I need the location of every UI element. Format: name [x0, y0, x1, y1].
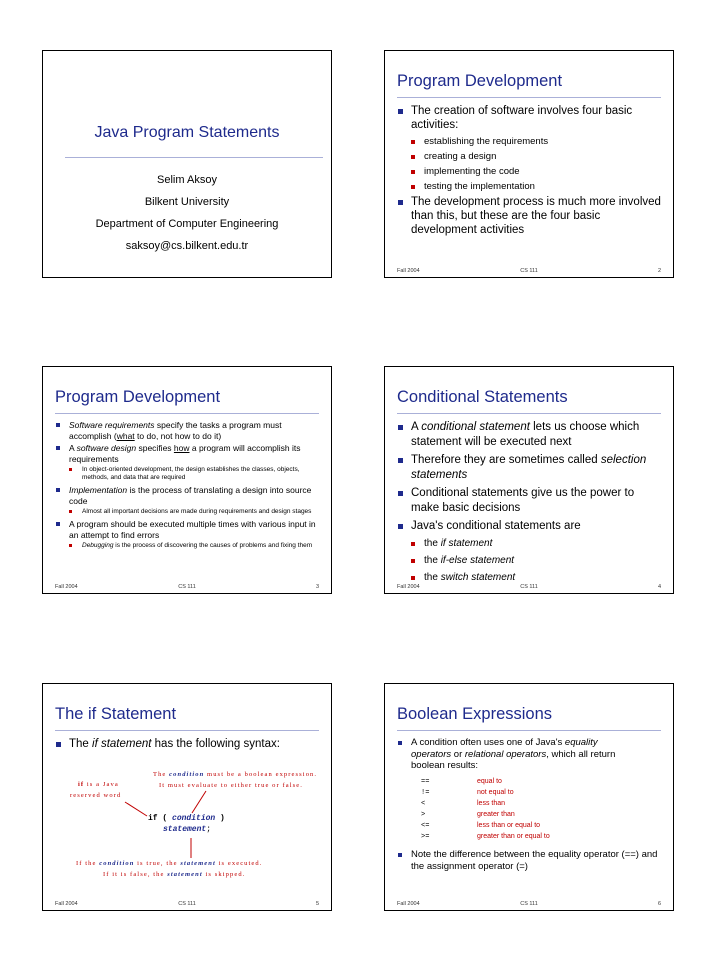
- footer-course: CS 111: [178, 901, 196, 907]
- slide-5: [42, 683, 332, 911]
- bullet: Java's conditional statements are: [397, 519, 661, 534]
- slide-title: Java Program Statements: [94, 124, 280, 141]
- author-email: saksoy@cs.bilkent.edu.tr: [125, 240, 249, 252]
- title-divider: [397, 730, 661, 731]
- sub-bullet: the switch statement: [397, 571, 661, 585]
- slide-3: [42, 366, 332, 594]
- sub-bullet: Debugging is the process of discovering the causes of problems and fixing them: [55, 542, 319, 550]
- bullet: The creation of software involves four basic activities:: [397, 104, 661, 132]
- annotation-reserved-word-2: reserved word: [70, 792, 122, 799]
- slide-2: [384, 50, 674, 278]
- footer-page-number: 2: [657, 268, 661, 274]
- footer-term: Fall 2004: [397, 901, 420, 907]
- footer-term: Fall 2004: [55, 901, 78, 907]
- arrow-to-if: [125, 802, 147, 816]
- slide-6: [384, 683, 674, 911]
- footer-course: CS 111: [520, 268, 538, 274]
- bullet: Software requirements specify the tasks a program must accomplish (what to do, not how to do it): [55, 420, 319, 441]
- footer-page-number: 5: [315, 901, 319, 907]
- code-statement-line: statement;: [163, 825, 212, 834]
- bullet: Note the difference between the equality operator (==) and the assignment operator (=): [397, 849, 659, 872]
- author-department: Department of Computer Engineering: [95, 218, 279, 230]
- title-divider: [55, 413, 319, 414]
- annotation-condition: The condition must be a boolean expression.: [153, 771, 318, 778]
- bullet-list: [397, 420, 661, 588]
- operator-row: < less than: [421, 800, 506, 808]
- sub-bullet: the if statement: [397, 537, 661, 551]
- sub-bullet: In object-oriented development, the design establishes the classes, objects, methods, and data that are required: [55, 466, 319, 482]
- annotation-executed: If the condition is true, the statement is executed.: [76, 860, 263, 867]
- author-name: Selim Aksoy: [157, 174, 217, 186]
- slide-1: [42, 50, 332, 278]
- title-divider: [397, 97, 661, 98]
- operator-row: == equal to: [421, 778, 502, 786]
- code-if-line: if ( condition ): [148, 814, 225, 823]
- title-divider: [397, 413, 661, 414]
- bullet: Conditional statements give us the power to make basic decisions: [397, 486, 661, 516]
- sub-bullet: testing the implementation: [397, 180, 661, 193]
- bullet: Implementation is the process of translating a design into source code: [55, 485, 319, 506]
- sub-bullet: implementing the code: [397, 165, 661, 178]
- author-affiliation: Bilkent University: [144, 196, 230, 208]
- sub-bullet: the if-else statement: [397, 554, 661, 568]
- bullet: Therefore they are sometimes called selection statements: [397, 453, 661, 483]
- footer-term: Fall 2004: [397, 584, 420, 590]
- slide-title: Program Development: [397, 72, 563, 90]
- annotation-evaluate: It must evaluate to either true or false.: [159, 782, 304, 789]
- footer-course: CS 111: [520, 584, 538, 590]
- slide-title: Conditional Statements: [397, 388, 568, 406]
- bullet: The if statement has the following syntax:: [55, 737, 291, 751]
- bullet-list-2: [397, 849, 659, 872]
- footer-page-number: 6: [657, 901, 661, 907]
- footer-term: Fall 2004: [397, 268, 420, 274]
- slide-title: Boolean Expressions: [397, 705, 553, 723]
- annotation-arrows: [43, 684, 333, 912]
- operator-row: >= greater than or equal to: [421, 833, 550, 841]
- operator-row: != not equal to: [421, 789, 514, 797]
- bullet: A software design specifies how a program will accomplish its requirements: [55, 443, 319, 464]
- sub-bullet: Almost all important decisions are made during requirements and design stages: [55, 508, 319, 516]
- slide-4: [384, 366, 674, 594]
- bullet-list: [397, 737, 633, 772]
- title-divider: [65, 157, 323, 158]
- annotation-skipped: If it is false, the statement is skipped.: [103, 871, 246, 878]
- footer-term: Fall 2004: [55, 584, 78, 590]
- operator-row: <= less than or equal to: [421, 822, 541, 830]
- bullet: The development process is much more involved than this, but these are the four basic development activities: [397, 195, 661, 237]
- footer-course: CS 111: [520, 901, 538, 907]
- bullet-list: [397, 104, 661, 240]
- bullet-list: [55, 420, 319, 553]
- bullet: A program should be executed multiple times with various input in an attempt to find errors: [55, 519, 319, 540]
- arrow-to-condition: [192, 791, 206, 813]
- slide-title: The if Statement: [55, 705, 177, 723]
- bullet: A conditional statement lets us choose which statement will be executed next: [397, 420, 661, 450]
- footer-page-number: 4: [657, 584, 661, 590]
- sub-bullet: establishing the requirements: [397, 135, 661, 148]
- slide-title: Program Development: [55, 388, 221, 406]
- operator-row: > greater than: [421, 811, 515, 819]
- footer-page-number: 3: [315, 584, 319, 590]
- bullet: A condition often uses one of Java's equality operators or relational operators, which all return boolean results:: [397, 737, 633, 772]
- sub-bullet: creating a design: [397, 150, 661, 163]
- annotation-reserved-word: if is a Java: [78, 781, 119, 788]
- footer-course: CS 111: [178, 584, 196, 590]
